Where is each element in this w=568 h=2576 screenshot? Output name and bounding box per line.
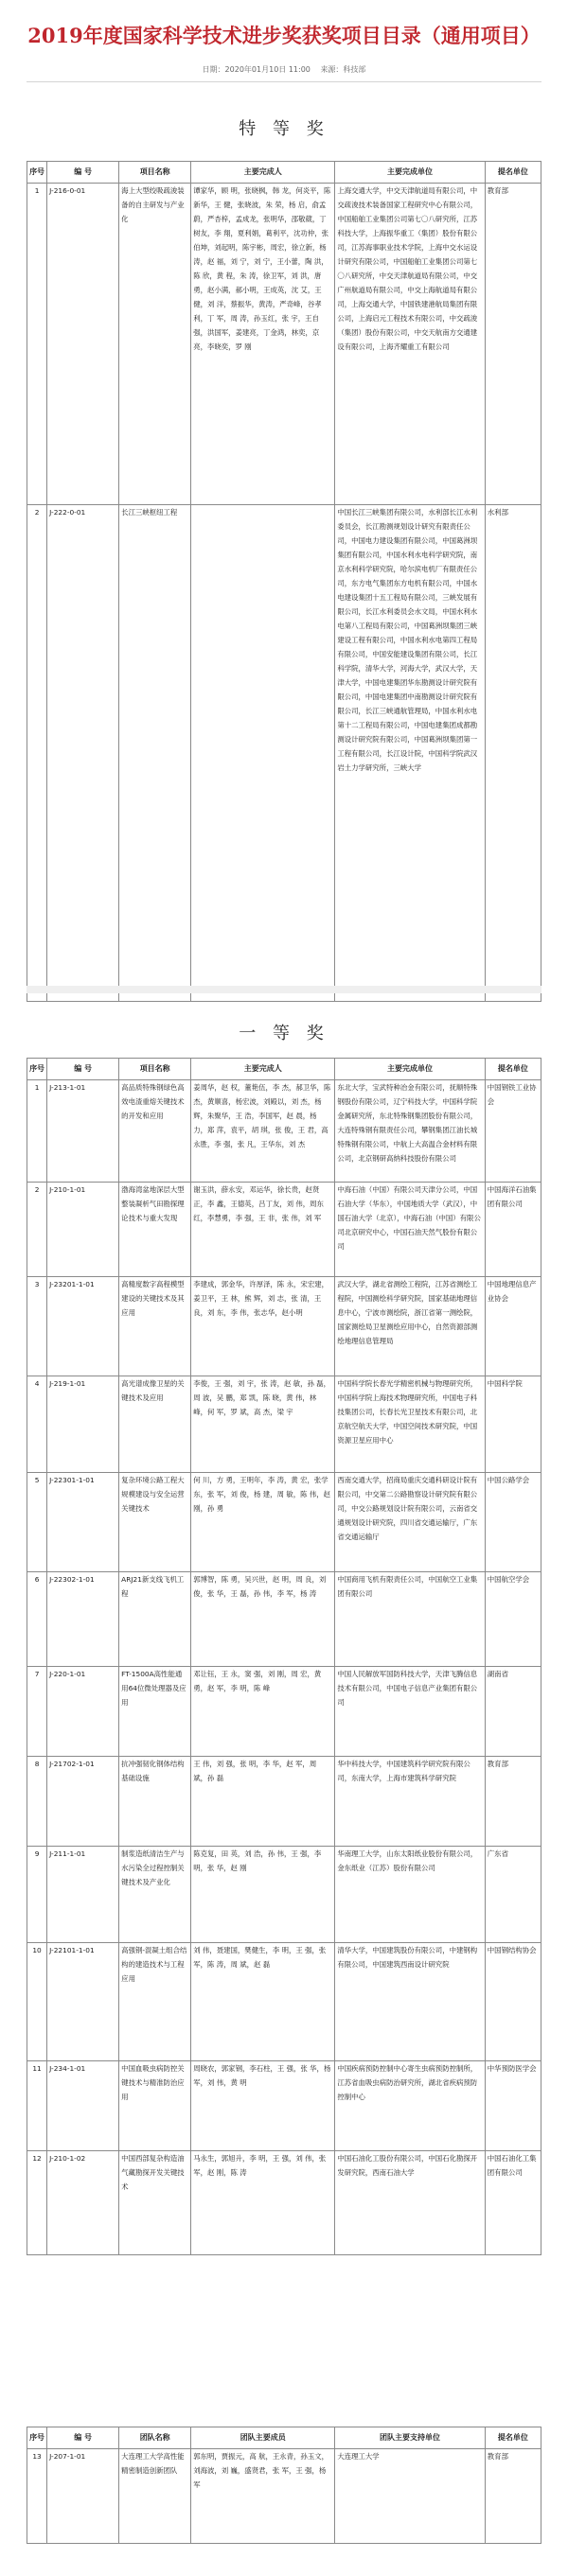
row-id: J-22101-1-01 [47, 1943, 119, 2061]
row-id: J-210-1-01 [47, 1183, 119, 1277]
row-people: 李建成，郭金华，许厚泽，陈 永，宋宏建，姜卫平，王 林，熊 辉，刘 志，张 清，王 良，刘 东，李 伟，张志华，赵小明 [191, 1277, 335, 1376]
row-nominator: 中国钢铁工业协会 [485, 1080, 541, 1183]
col-header-name: 项目名称 [119, 1059, 191, 1080]
row-name: 高光谱成像卫星的关键技术及应用 [119, 1376, 191, 1473]
row-name: 长江三峡枢纽工程 [119, 505, 191, 1002]
special-prize-heading: 特 等 奖 [239, 119, 329, 139]
page-title: 2019年度国家科学技术进步奖获奖项目目录（通用项目） [27, 24, 541, 47]
first-prize-heading: 一 等 奖 [239, 1024, 329, 1043]
row-id: J-210-1-02 [47, 2151, 119, 2255]
row-seq: 11 [27, 2061, 47, 2151]
table-row [27, 1847, 541, 1943]
row-units: 清华大学，中国建筑股份有限公司，中建钢构有限公司，中国建筑西南设计研究院 [335, 1943, 485, 2061]
row-nominator: 中华预防医学会 [485, 2061, 541, 2151]
col-header-id: 编 号 [47, 1059, 119, 1080]
row-units: 大连理工大学 [335, 2449, 485, 2544]
row-name: ARJ21新支线飞机工程 [119, 1572, 191, 1667]
row-people: 马永生，郭旭升，李 明，王 强，刘 伟，张 军，赵 刚，陈 涛 [191, 2151, 335, 2255]
row-id: J-216-0-01 [47, 184, 119, 505]
col-header-seq: 序号 [27, 2427, 47, 2449]
col-header-nominator: 提名单位 [485, 2427, 541, 2449]
row-people: 陈克复，田 英，刘 浩，孙 伟，王 强，李 明，张 华，赵 刚 [191, 1847, 335, 1943]
col-header-id: 编 号 [47, 162, 119, 184]
row-id: J-211-1-01 [47, 1847, 119, 1943]
row-people [191, 505, 335, 1002]
team-prize-table [27, 2427, 541, 2544]
row-people: 郭博智，陈 勇，吴兴世，赵 明，周 良，刘 俊，张 华，王 磊，孙 伟，李 军，杨 涛 [191, 1572, 335, 1667]
col-header-name: 项目名称 [119, 162, 191, 184]
col-header-people: 主要完成人 [191, 1059, 335, 1080]
table-row [27, 1183, 541, 1277]
table-row [27, 1572, 541, 1667]
row-units: 西南交通大学，招商局重庆交通科研设计院有限公司，中交第二公路勘察设计研究院有限公司，中交公路规划设计院有限公司，云南省交通规划设计研究院，四川省交通运输厅，广东省交通运输厅 [335, 1473, 485, 1572]
section-gap [27, 986, 541, 993]
row-seq: 9 [27, 1847, 47, 1943]
row-seq: 8 [27, 1757, 47, 1847]
meta-line [0, 64, 568, 75]
row-name: 中国血吸虫病防控关键技术与精准防治应用 [119, 2061, 191, 2151]
row-people: 邓让钰，王 永，窦 强，刘 刚，周 宏，黄 勇，赵 军，李 明，陈 峰 [191, 1667, 335, 1757]
row-units: 中国人民解放军国防科技大学，天津飞腾信息技术有限公司，中国电子信息产业集团有限公司 [335, 1667, 485, 1757]
table-header-row [27, 2427, 541, 2449]
table-row [27, 1757, 541, 1847]
row-units: 武汉大学，湖北省测绘工程院，江苏省测绘工程院，中国测绘科学研究院，国家基础地理信息中心，宁波市测绘院，浙江省第一测绘院，国家测绘局卫星测绘应用中心，自然资源部测绘地理信息管理局 [335, 1277, 485, 1376]
row-units: 中国科学院长春光学精密机械与物理研究所，中国科学院上海技术物理研究所，中国电子科技集团公司，长春长光卫星技术有限公司，北京航空航天大学，中国空间技术研究院，中国资源卫星应用中心 [335, 1376, 485, 1473]
row-name: FT-1500A高性能通用64位微处理器及应用 [119, 1667, 191, 1757]
table-row [27, 1667, 541, 1757]
row-units: 中国石油化工股份有限公司，中国石化勘探开发研究院，西南石油大学 [335, 2151, 485, 2255]
row-units: 中海石油（中国）有限公司天津分公司，中国石油大学（华东），中国地质大学（武汉），中国石油大学（北京），中海石油（中国）有限公司北京研究中心，中国石油天然气股份有限公司 [335, 1183, 485, 1277]
row-id: J-21702-1-01 [47, 1757, 119, 1847]
row-name: 复杂环境公路工程大规模建设与安全运营关键技术 [119, 1473, 191, 1572]
row-name: 高强钢-混凝土组合结构的建造技术与工程应用 [119, 1943, 191, 2061]
divider [27, 81, 541, 82]
table-row [27, 1277, 541, 1376]
row-seq: 1 [27, 1080, 47, 1183]
row-people: 谢玉洪，薛永安，邓运华，徐长贵，赵贤正，李 鑫，王德英，吕丁友，刘 伟，周东红，李慧勇，李 强，王 非，张 伟，刘 军 [191, 1183, 335, 1277]
row-people: 谭家华，顾 明，张晓枫，韩 龙，何炎平，陈新华，王 健，张晓波，朱 荣，杨 启，俞孟蔚，严杏梓，孟成龙，张明华，邵敬葳，丁树友，李 翔，夏利娟，葛利平，沈功仲，张伯坤，刘起明，陈宇彬，周宏，徐立新，杨 涛，赵 福，刘 宁，刘 宁，王小蕾，陶 洪，陈 欣，黄 程，朱 涛，徐卫军，刘 洪，唐 勇，赵小满，郝小明，王成英，沈 艾，王 健，刘 洋，蔡振华，黄涛，严奇峰，谷孝利，丁 军，周 涛，孙玉红，张 宇，王自强，洪国军，姜建亮，丁金鸿，林奕，京 亮，李晓奕，罗 刚 [191, 184, 335, 505]
row-people: 刘 伟，聂建国，樊健生，李 明，王 强，张 军，陈 涛，周 斌，赵 磊 [191, 1943, 335, 2061]
row-seq: 2 [27, 505, 47, 1002]
row-seq: 6 [27, 1572, 47, 1667]
table-row [27, 1376, 541, 1473]
col-header-team-name: 团队名称 [119, 2427, 191, 2449]
table-row [27, 1473, 541, 1572]
row-name: 渤海湾盆地深层大型整装凝析气田勘探理论技术与重大发现 [119, 1183, 191, 1277]
table-row [27, 184, 541, 505]
row-people: 王 伟，刘 强，张 明，李 华，赵 军，周 斌，孙 磊 [191, 1757, 335, 1847]
row-units: 上海交通大学，中交天津航道局有限公司，中交疏浚技术装备国家工程研究中心有限公司，中国船舶工业集团公司第七〇八研究所，江苏科技大学，上海振华重工（集团）股份有限公司，江苏海事职业技术学院，上海中交水运设计研究有限公司，中国船舶工业集团公司第七〇八研究所，中交天津航道局有限公司，中交广州航道局有限公司，中交上海航道局有限公司，上海交通大学，中国铁建港航局集团有限公司，上海启元工程技术有限公司，中交疏浚（集团）股份有限公司，中交天航南方交通建设有限公司，上海齐耀重工有限公司 [335, 184, 485, 505]
row-people: 周晓农，郭家钢，李石柱，王 强，张 华，杨 军，刘 伟，黄 明 [191, 2061, 335, 2151]
row-nominator: 中国地理信息产业协会 [485, 1277, 541, 1376]
row-seq: 12 [27, 2151, 47, 2255]
row-id: J-207-1-01 [47, 2449, 119, 2544]
table-row [27, 1943, 541, 2061]
row-name: 大连理工大学高性能精密制造创新团队 [119, 2449, 191, 2544]
publish-date: 日期：2020年01月10日 11:00 [202, 65, 311, 74]
row-nominator: 广东省 [485, 1847, 541, 1943]
row-id: J-22302-1-01 [47, 1572, 119, 1667]
row-id: J-219-1-01 [47, 1376, 119, 1473]
row-id: J-23201-1-01 [47, 1277, 119, 1376]
col-header-units: 主要完成单位 [335, 162, 485, 184]
table-header-row [27, 1059, 541, 1080]
row-seq: 13 [27, 2449, 47, 2544]
row-name: 海上大型绞吸疏浚装备的自主研发与产业化 [119, 184, 191, 505]
first-prize-table [27, 1058, 541, 2255]
col-header-id: 编 号 [47, 2427, 119, 2449]
col-header-support-units: 团队主要支持单位 [335, 2427, 485, 2449]
table-row [27, 2061, 541, 2151]
special-prize-table [27, 161, 541, 1002]
table-row [27, 1080, 541, 1183]
row-nominator: 教育部 [485, 2449, 541, 2544]
row-units: 东北大学，宝武特种冶金有限公司，抚顺特殊钢股份有限公司，辽宁科技大学，中国科学院金属研究所，东北特殊钢集团股份有限公司，大连特殊钢有限责任公司，攀钢集团江油长城特殊钢有限公司，中航上大高温合金材料有限公司，北京钢研高纳科技股份有限公司 [335, 1080, 485, 1183]
row-people: 李俊，王 强，刘 宇，张 涛，赵 敏，孙 磊，周 波，吴 鹏，郑 凯，陈 晓，黄 伟，林 峰，何 军，罗 斌，高 杰，梁 宇 [191, 1376, 335, 1473]
row-seq: 5 [27, 1473, 47, 1572]
row-people: 姜周华，赵 权，董艳伍，李 杰，郝卫华，陈 杰，黄顺喜，杨宏波，刘殿以，刘 杰，杨 辉，朱聚华，王 浩，李国军，赵 晨，杨 力，郑 萍，袁平，胡 琪，张 俊，王 君，高永胜，李 强，张 凡，王华东，刘 杰 [191, 1080, 335, 1183]
row-id: J-22301-1-01 [47, 1473, 119, 1572]
row-name: 高精度数字高程模型建设的关键技术及其应用 [119, 1277, 191, 1376]
row-seq: 3 [27, 1277, 47, 1376]
row-seq: 4 [27, 1376, 47, 1473]
table-row [27, 2449, 541, 2544]
row-id: J-234-1-01 [47, 2061, 119, 2151]
row-nominator: 教育部 [485, 184, 541, 505]
row-people: 何 川，方 勇，王明年，李 涛，黄 宏，张学东，张 军，刘 俊，杨 建，周 敏，陈 伟，赵 刚，孙 勇 [191, 1473, 335, 1572]
row-units: 华南理工大学，山东太阳纸业股份有限公司，金东纸业（江苏）股份有限公司 [335, 1847, 485, 1943]
row-nominator: 中国航空学会 [485, 1572, 541, 1667]
table-header-row [27, 162, 541, 184]
row-id: J-222-0-01 [47, 505, 119, 1002]
table-row [27, 505, 541, 1002]
row-nominator: 中国科学院 [485, 1376, 541, 1473]
row-units: 华中科技大学，中国建筑科学研究院有限公司，东南大学，上海市建筑科学研究院 [335, 1757, 485, 1847]
col-header-units: 主要完成单位 [335, 1059, 485, 1080]
row-name: 制浆造纸清洁生产与水污染全过程控制关键技术及产业化 [119, 1847, 191, 1943]
row-nominator: 湖南省 [485, 1667, 541, 1757]
row-seq: 10 [27, 1943, 47, 2061]
publish-source: 来源：科技部 [320, 65, 366, 74]
col-header-nominator: 提名单位 [485, 162, 541, 184]
row-people: 郭东明，贾振元，高 航，王永青，孙玉文，刘海波，刘 巍，盛贤君，张 军，王 强，杨 军 [191, 2449, 335, 2544]
row-seq: 1 [27, 184, 47, 505]
col-header-seq: 序号 [27, 162, 47, 184]
row-id: J-220-1-01 [47, 1667, 119, 1757]
row-units: 中国商用飞机有限责任公司，中国航空工业集团有限公司 [335, 1572, 485, 1667]
row-nominator: 中国海洋石油集团有限公司 [485, 1183, 541, 1277]
col-header-seq: 序号 [27, 1059, 47, 1080]
col-header-nominator: 提名单位 [485, 1059, 541, 1080]
row-id: J-213-1-01 [47, 1080, 119, 1183]
row-units: 中国长江三峡集团有限公司，水利部长江水利委员会，长江勘测规划设计研究有限责任公司，中国电力建设集团有限公司，中国葛洲坝集团有限公司，中国水利水电科学研究院，南京水利科学研究院，哈尔滨电机厂有限责任公司，东方电气集团东方电机有限公司，中国水电建设集团十五工程局有限公司，三峡发展有限公司，长江水利委员会水文局，中国水利水电第八工程局有限公司，中国葛洲坝集团三峡建设工程有限公司，中国水利水电第四工程局有限公司，中国安能建设集团有限公司，长江科学院，清华大学，河海大学，武汉大学，天津大学，中国电建集团华东勘测设计研究院有限公司，中国电建集团中南勘测设计研究院有限公司，长江三峡通航管理局，中国水利水电第十二工程局有限公司，中国电建集团成都勘测设计研究院有限公司，中国葛洲坝集团第一工程有限公司，长江设计院，中国科学院武汉岩土力学研究所，三峡大学 [335, 505, 485, 1002]
row-seq: 2 [27, 1183, 47, 1277]
row-units: 中国疾病预防控制中心寄生虫病预防控制所，江苏省血吸虫病防治研究所，湖北省疾病预防控制中心 [335, 2061, 485, 2151]
row-nominator: 水利部 [485, 505, 541, 1002]
row-name: 中国西部复杂构造油气藏勘探开发关键技术 [119, 2151, 191, 2255]
row-nominator: 中国公路学会 [485, 1473, 541, 1572]
row-name: 高品质特殊钢绿色高效电渣重熔关键技术的开发和应用 [119, 1080, 191, 1183]
col-header-team-members: 团队主要成员 [191, 2427, 335, 2449]
col-header-people: 主要完成人 [191, 162, 335, 184]
row-seq: 7 [27, 1667, 47, 1757]
table-row [27, 2151, 541, 2255]
row-nominator: 教育部 [485, 1757, 541, 1847]
row-name: 抗冲强韧化钢体结构基础设施 [119, 1757, 191, 1847]
row-nominator: 中国石油化工集团有限公司 [485, 2151, 541, 2255]
row-nominator: 中国钢结构协会 [485, 1943, 541, 2061]
